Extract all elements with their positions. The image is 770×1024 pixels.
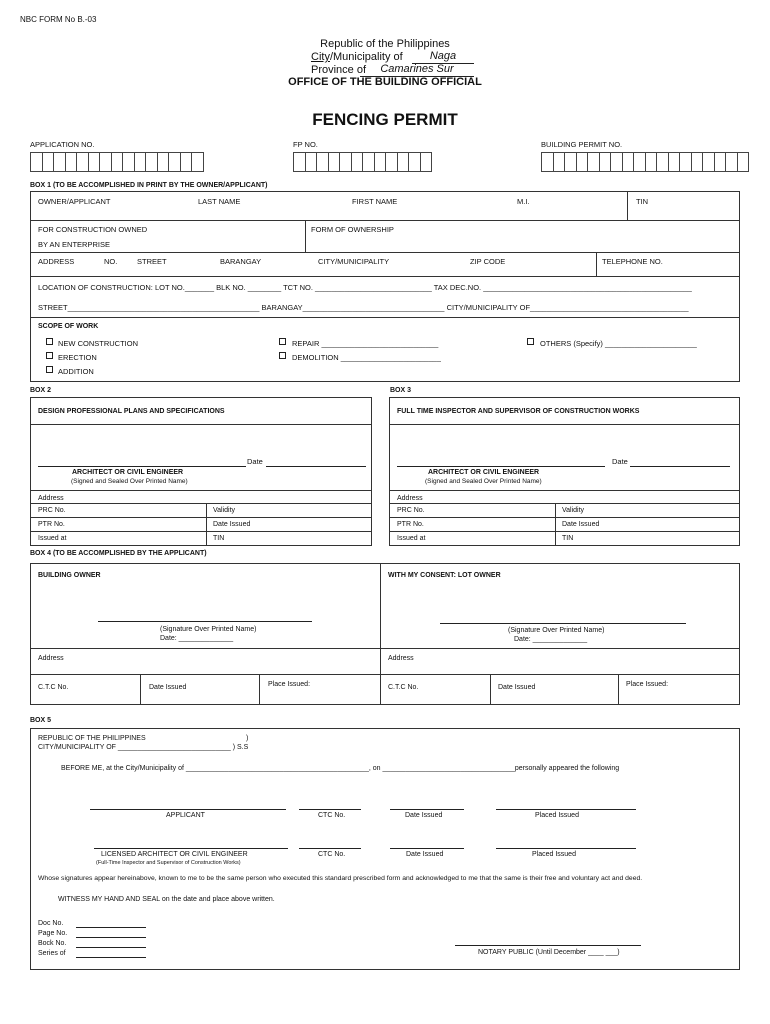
book-no-line[interactable] [76, 947, 146, 948]
fp-no-cells[interactable] [293, 152, 432, 172]
box2-heading: DESIGN PROFESSIONAL PLANS AND SPECIFICATIONS [38, 408, 225, 415]
building-permit-no-label: BUILDING PERMIT NO. [541, 140, 623, 149]
form-code: NBC FORM No B.-03 [20, 15, 97, 24]
engineer-ctc-line[interactable] [299, 848, 361, 849]
box3-divider [389, 490, 740, 491]
box3-signed-note: (Signed and Sealed Over Printed Name) [425, 478, 542, 485]
others-checkbox[interactable] [527, 338, 534, 345]
new-construction-label: NEW CONSTRUCTION [58, 339, 138, 348]
box2-address-label[interactable]: Address [38, 495, 64, 502]
box2-divider [206, 503, 207, 546]
applicant-place-issued-label: Placed Issued [535, 812, 579, 819]
lot-owner-date-issued-label[interactable]: Date Issued [498, 684, 536, 691]
page-no-line[interactable] [76, 937, 146, 938]
box3-divider [555, 503, 556, 546]
building-owner-address-label[interactable]: Address [38, 655, 64, 662]
box2-divider [30, 517, 372, 518]
series-of-line[interactable] [76, 957, 146, 958]
building-owner-label: BUILDING OWNER [38, 572, 101, 579]
box2-date-label: Date [247, 457, 263, 466]
doc-no-label: Doc No. [38, 920, 64, 927]
owner-applicant-label: OWNER/APPLICANT [38, 197, 111, 206]
building-owner-ctc-label[interactable]: C.T.C No. [38, 684, 69, 691]
building-owner-date[interactable]: Date: ______________ [160, 635, 234, 642]
addition-label: ADDITION [58, 367, 94, 376]
box2-tin-label[interactable]: TIN [213, 535, 225, 542]
tin-label[interactable]: TIN [636, 197, 649, 206]
box1-divider [30, 220, 740, 221]
box1-divider [30, 276, 740, 277]
box3-ptr-label[interactable]: PTR No. [397, 521, 424, 528]
scope-heading: SCOPE OF WORK [38, 323, 99, 330]
province-value: Camarines Sur [360, 64, 474, 77]
applicant-date-issued-label: Date Issued [405, 812, 443, 819]
licensed-engineer-label: LICENSED ARCHITECT OR CIVIL ENGINEER [101, 851, 248, 858]
applicant-date-line[interactable] [390, 809, 464, 810]
engineer-place-issued-label: Placed Issued [532, 851, 576, 858]
box2-divider [30, 424, 372, 425]
box2-label: BOX 2 [30, 387, 52, 394]
engineer-date-issued-label: Date Issued [406, 851, 444, 858]
form-title: FENCING PERMIT [312, 110, 458, 129]
street-line[interactable]: STREET______________________________________________ BARANGAY__________________________________ CITY/MUNICIPALITY OF______________________________________ [38, 303, 689, 312]
lot-owner-signature-line[interactable] [440, 623, 686, 624]
box2-divider [30, 490, 372, 491]
province-label: Province of [311, 64, 367, 76]
box4-divider [259, 674, 260, 705]
box2-issued-at-label[interactable]: Issued at [38, 535, 67, 542]
box2-divider [30, 531, 372, 532]
doc-no-line[interactable] [76, 927, 146, 928]
lot-owner-address-label[interactable]: Address [388, 655, 414, 662]
box1-heading: BOX 1 (TO BE ACCOMPLISHED IN PRINT BY THE OWNER/APPLICANT) [30, 182, 268, 189]
series-of-label: Series of [38, 950, 66, 957]
erection-label: ERECTION [58, 353, 97, 362]
applicant-signature-line[interactable] [90, 809, 286, 810]
box3-divider [389, 503, 740, 504]
box2-prc-label[interactable]: PRC No. [38, 507, 66, 514]
box3-divider [389, 531, 740, 532]
box1-divider [627, 191, 628, 220]
building-owner-signature-line[interactable] [98, 621, 312, 622]
application-no-cells[interactable] [30, 152, 204, 172]
box5-before-me[interactable]: BEFORE ME, at the City/Municipality of _______________________________________________, on __________________________________personally appeared the following [61, 765, 620, 772]
lot-owner-place-issued-label[interactable]: Place Issued: [626, 681, 669, 688]
form-ownership-label[interactable]: FORM OF OWNERSHIP [311, 225, 394, 234]
address-no-label[interactable]: NO. [104, 257, 118, 266]
engineer-signature-line[interactable] [94, 848, 288, 849]
application-no-label: APPLICATION NO. [30, 140, 95, 149]
lot-owner-label: WITH MY CONSENT: LOT OWNER [388, 572, 501, 579]
box3-address-label[interactable]: Address [397, 495, 423, 502]
applicant-label: APPLICANT [166, 812, 205, 819]
notary-label: NOTARY PUBLIC (Until December ____ ___) [478, 949, 620, 956]
box5-label: BOX 5 [30, 717, 52, 724]
box4-divider [140, 674, 141, 705]
book-no-label: Bock No. [38, 940, 67, 947]
city-municipality-label[interactable]: CITY/MUNICIPALITY [318, 257, 390, 266]
notary-signature-line[interactable] [455, 945, 641, 946]
box1-divider [30, 317, 740, 318]
applicant-ctc-label: CTC No. [318, 812, 346, 819]
box1-divider [305, 220, 306, 252]
engineer-ctc-label: CTC No. [318, 851, 346, 858]
by-enterprise-label: BY AN ENTERPRISE [38, 240, 110, 249]
building-owner-date-issued-label[interactable]: Date Issued [149, 684, 187, 691]
box2-validity-label[interactable]: Validity [213, 507, 236, 514]
box2-date-line[interactable] [266, 466, 366, 467]
box5-republic: REPUBLIC OF THE PHILIPPINES [38, 735, 146, 742]
last-name-label[interactable]: LAST NAME [198, 197, 241, 206]
city-rest: /Municipality of [329, 51, 403, 63]
demolition-checkbox[interactable] [279, 352, 286, 359]
box3-divider [389, 517, 740, 518]
box3-label: BOX 3 [390, 387, 412, 394]
engineer-place-line[interactable] [496, 848, 636, 849]
first-name-label[interactable]: FIRST NAME [352, 197, 398, 206]
engineer-date-line[interactable] [390, 848, 464, 849]
box4-divider [490, 674, 491, 705]
barangay-label[interactable]: BARANGAY [220, 257, 262, 266]
address-label: ADDRESS [38, 257, 75, 266]
republic-heading: Republic of the Philippines [320, 38, 450, 50]
lot-owner-date[interactable]: Date: ______________ [514, 636, 588, 643]
city-value: Naga [412, 51, 474, 64]
box1-divider [30, 252, 740, 253]
lot-owner-signature-label: (Signature Over Printed Name) [508, 627, 605, 634]
telephone-label[interactable]: TELEPHONE NO. [602, 257, 663, 266]
location-line[interactable]: LOCATION OF CONSTRUCTION: LOT NO._______ BLK NO. ________ TCT NO. ____________________________ TAX DEC.NO. __________________________________________________ [38, 283, 692, 292]
building-permit-no-cells[interactable] [541, 152, 749, 172]
applicant-place-line[interactable] [496, 809, 636, 810]
street-label[interactable]: STREET [137, 257, 167, 266]
box2-date-issued-label[interactable]: Date Issued [213, 521, 251, 528]
fulltime-note: (Full-Time Inspector and Supervisor of Construction Works) [96, 860, 241, 866]
zip-code-label[interactable]: ZIP CODE [470, 257, 506, 266]
box3-date-issued-label[interactable]: Date Issued [562, 521, 600, 528]
repair-checkbox[interactable] [279, 338, 286, 345]
box3-signature-line[interactable] [397, 466, 605, 467]
fp-no-label: FP NO. [293, 140, 318, 149]
repair-label: REPAIR ____________________________ [292, 339, 439, 348]
office-heading: OFFICE OF THE BUILDING OFFICIAL [288, 76, 482, 88]
box3-divider [389, 424, 740, 425]
box2-signed-note: (Signed and Sealed Over Printed Name) [71, 478, 188, 485]
page-no-label: Page No. [38, 930, 68, 937]
box2-signer: ARCHITECT OR CIVIL ENGINEER [72, 469, 184, 476]
erection-checkbox[interactable] [46, 352, 53, 359]
box5-city-line[interactable]: CITY/MUNICIPALITY OF _____________________________ ) S.S [38, 744, 249, 751]
addition-checkbox[interactable] [46, 366, 53, 373]
box2-signature-line[interactable] [38, 466, 246, 467]
mi-label[interactable]: M.I. [517, 197, 530, 206]
whose-paragraph: Whose signatures appear hereinabove, known to me to be the same person who executed this standard prescribed form and acknowledged to me that the same is their free and voluntary act and deed. [38, 875, 643, 882]
box2-ptr-label[interactable]: PTR No. [38, 521, 65, 528]
demolition-label: DEMOLITION ________________________ [292, 353, 441, 362]
new-construction-checkbox[interactable] [46, 338, 53, 345]
city-prefix: City [311, 51, 330, 63]
box4-divider [380, 563, 381, 705]
lot-owner-ctc-label[interactable]: C.T.C No. [388, 684, 419, 691]
building-owner-place-issued-label[interactable]: Place Issued: [268, 681, 311, 688]
box3-validity-label[interactable]: Validity [562, 507, 585, 514]
box1-divider [596, 252, 597, 276]
box5-paren: ) [246, 735, 249, 742]
box3-issued-at-label[interactable]: Issued at [397, 535, 426, 542]
building-owner-signature-label: (Signature Over Printed Name) [160, 626, 257, 633]
box3-heading: FULL TIME INSPECTOR AND SUPERVISOR OF CONSTRUCTION WORKS [397, 408, 640, 415]
city-line [311, 52, 403, 63]
construction-owned-label: FOR CONSTRUCTION OWNED [38, 225, 148, 234]
box3-tin-label[interactable]: TIN [562, 535, 574, 542]
applicant-ctc-line[interactable] [299, 809, 361, 810]
box4-heading: BOX 4 (TO BE ACCOMPLISHED BY THE APPLICANT) [30, 550, 207, 557]
box3-prc-label[interactable]: PRC No. [397, 507, 425, 514]
box2-divider [30, 503, 372, 504]
box4-divider [618, 674, 619, 705]
witness-line: WITNESS MY HAND AND SEAL on the date and place above written. [58, 896, 275, 903]
box3-date-label: Date [612, 457, 628, 466]
box4-divider [30, 648, 740, 649]
box4-divider [30, 674, 740, 675]
box3-date-line[interactable] [630, 466, 730, 467]
others-label: OTHERS (Specify) ______________________ [540, 339, 697, 348]
box3-signer: ARCHITECT OR CIVIL ENGINEER [428, 469, 540, 476]
